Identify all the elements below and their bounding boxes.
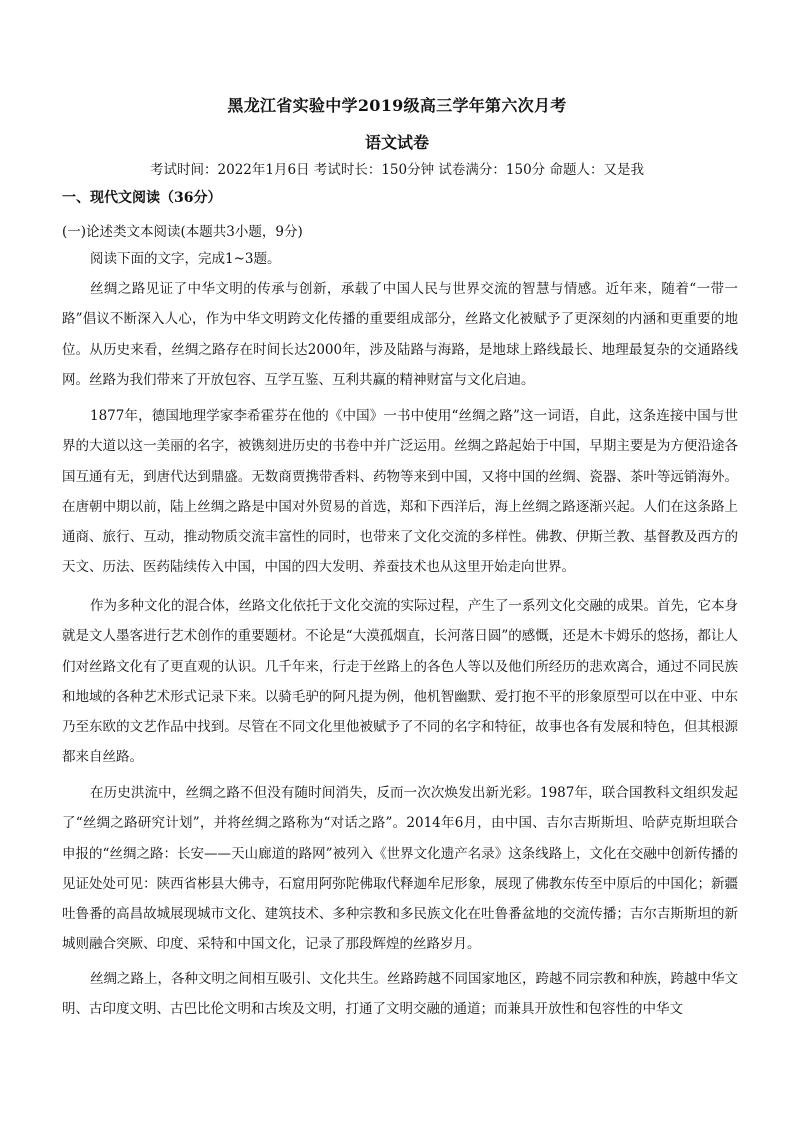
exam-info: 考试时间：2022年1月6日 考试时长：150分钟 试卷满分：150分 命题人：又是我 xyxy=(150,162,644,178)
paragraph-2: 1877年，德国地理学家李希霍芬在他的《中国》一书中使用“丝绸之路”这一词语，自此，这条连接中国与世界的大道以这一美丽的名字，被镌刻进历史的书卷中并广泛运用。丝绸之路起始于中国，早期主要是为方便沿途各国互通有无，到唐代达到鼎盛。无数商贾携带香料、药物等来到中国，又将中国的丝绸、瓷器、茶叶等远销海外。在唐朝中期以前，陆上丝绸之路是中国对外贸易的首选，郑和下西洋后，海上丝绸之路逐渐兴起。人们在这条路上通商、旅行、互动，推动物质交流丰富性的同时，也带来了文化交流的多样性。佛教、伊斯兰教、基督教及西方的天文、历法、医药陆续传入中国，中国的四大发明、养蚕技术也从这里开始走向世界。 xyxy=(62,408,738,576)
exam-subtitle: 语文试卷 xyxy=(364,133,429,152)
paragraph-5: 丝绸之路上，各种文明之间相互吸引、文化共生。丝路跨越不同国家地区，跨越不同宗教和种族，跨越中华文明、古印度文明、古巴比伦文明和古埃及文明，打通了文明交融的通道；而兼具开放性和包容性的中华文 xyxy=(62,971,738,1018)
paragraph-instruction: 阅读下面的文字，完成1~3题。 xyxy=(90,251,281,267)
section-heading: 一、现代文阅读（36分） xyxy=(62,190,222,206)
paragraph-1: 丝绸之路见证了中华文明的传承与创新，承载了中国人民与世界交流的智慧与情感。近年来，随着“一带一路”倡议不断深入人心，作为中华文明跨文化传播的重要组成部分，丝路文化被赋予了更深刻的内涵和更重要的地位。从历史来看，丝绸之路存在时间长达2000年，涉及陆路与海路，是地球上路线最长、地理最复杂的交通路线网。丝路为我们带来了开放包容、互学互鉴、互利共赢的精神财富与文化启迪。 xyxy=(62,281,738,388)
exam-title: 黑龙江省实验中学2019级高三学年第六次月考 xyxy=(227,96,567,115)
paragraph-4: 在历史洪流中，丝绸之路不但没有随时间消失，反而一次次焕发出新光彩。1987年，联合国教科文组织发起了“丝绸之路研究计划”，并将丝绸之路称为“对话之路”。2014年6月，由中国、吉尔吉斯斯坦、哈萨克斯坦联合申报的“丝绸之路：长安——天山廊道的路网”被列入《世界文化遗产名录》这条线路上，文化在交融中创新传播的见证处处可见：陕西省彬县大佛寺，石窟用阿弥陀佛取代释迦牟尼形象，展现了佛教东传至中原后的中国化；新疆吐鲁番的高昌故城展现城市文化、建筑技术、多种宗教和多民族文化在吐鲁番盆地的交流传播；吉尔吉斯斯坦的新城则融合突厥、印度、采特和中国文化，记录了那段辉煌的丝路岁月。 xyxy=(62,785,738,953)
subsection-heading: (一)论述类文本阅读(本题共3小题，9分) xyxy=(62,224,303,240)
paragraph-3: 作为多种文化的混合体，丝路文化依托于文化交流的实际过程，产生了一系列文化交融的成果。首先，它本身就是文人墨客进行艺术创作的重要题材。不论是“大漠孤烟直，长河落日圆”的感慨，还是木卡姆乐的悠扬，都让人们对丝路文化有了更直观的认识。几千年来，行走于丝路上的各色人等以及他们所经历的悲欢离合，通过不同民族和地域的各种艺术形式记录下来。以骑毛驴的阿凡提为例，他机智幽默、爱打抱不平的形象原型可以在中亚、中东乃至东欧的文艺作品中找到。尽管在不同文化里他被赋予了不同的名字和特征，故事也各有发展和特色，但其根源都来自丝路。 xyxy=(62,598,738,766)
